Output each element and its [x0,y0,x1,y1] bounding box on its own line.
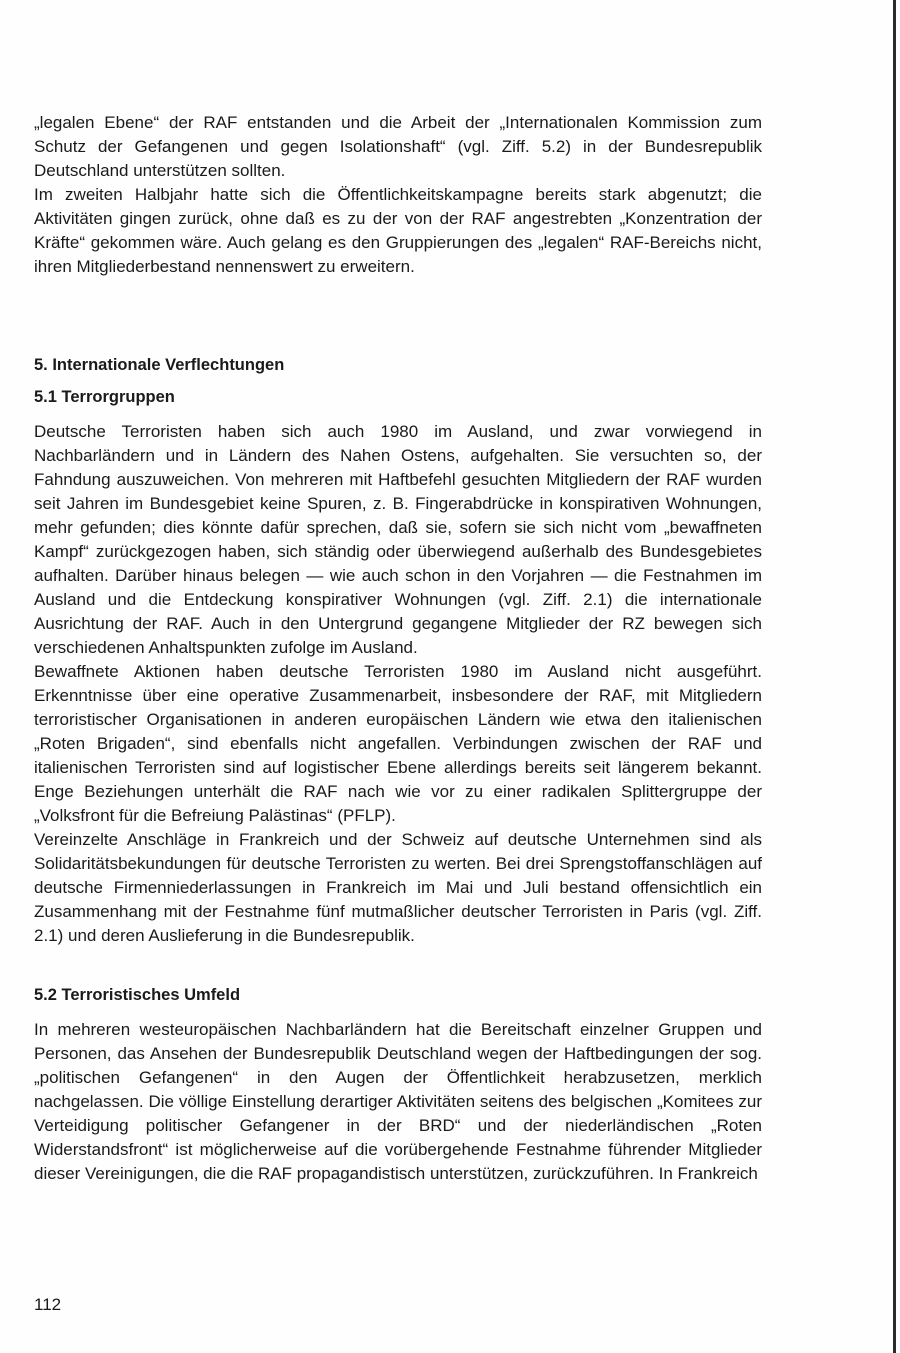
section-5-1-heading: 5.1 Terrorgruppen [34,388,175,406]
paragraph-5-1-b: Bewaffnete Aktionen haben deutsche Terroristen 1980 im Ausland nicht ausgeführt. Erkenntnisse über eine operative Zusammenarbeit, insbesondere der RAF, mit Mitgliedern terroristischer Organisationen in anderen europäischen Ländern wie etwa den italienischen „Roten Brigaden“, sind ebenfalls nicht angefallen. Verbindungen zwischen der RAF und italienischen Terroristen sind auf logistischer Ebene allerdings bereits seit längerem bekannt. Enge Beziehungen unterhält die RAF nach wie vor zu einer radikalen Splittergruppe der „Volksfront für die Befreiung Palästinas“ (PFLP). [34,662,762,825]
section-5-heading: 5. Internationale Verflechtungen [34,356,285,374]
section-5-2-heading: 5.2 Terroristisches Umfeld [34,986,241,1004]
paragraph-second-half-year: Im zweiten Halbjahr hatte sich die Öffentlichkeitskampagne bereits stark abgenutzt; die Aktivitäten gingen zurück, ohne daß es zu der von der RAF angestrebten „Konzentration der Kräfte“ gekommen wäre. Auch gelang es den Gruppierungen des „legalen“ RAF-Bereichs nicht, ihren Mitgliederbestand nennenswert zu erweitern. [34,185,762,276]
page-edge-line [893,0,896,1353]
paragraph-intro-continued: „legalen Ebene“ der RAF entstanden und die Arbeit der „Internationalen Kommission zum Schutz der Gefangenen und gegen Isolationshaft“ (vgl. Ziff. 5.2) in der Bundesrepublik Deutschland unterstützen sollten. [34,113,762,180]
paragraph-5-1-c: Vereinzelte Anschläge in Frankreich und der Schweiz auf deutsche Unternehmen sind als Solidaritätsbekundungen für deutsche Terroristen zu werten. Bei drei Sprengstoffanschlägen auf deutsche Firmenniederlassungen in Frankreich im Mai und Juli bestand offensichtlich ein Zusammenhang mit der Festnahme fünf mutmaßlicher deutscher Terroristen in Paris (vgl. Ziff. 2.1) und deren Auslieferung in die Bundesrepublik. [34,830,762,945]
page-number: 112 [34,1295,62,1314]
page-content [34,111,762,1186]
paragraph-5-1-a: Deutsche Terroristen haben sich auch 1980 im Ausland, und zwar vorwiegend in Nachbarländern und in Ländern des Nahen Ostens, aufgehalten. Sie versuchten so, der Fahndung auszuweichen. Von mehreren mit Haftbefehl gesuchten Mitgliedern der RAF wurden seit Jahren im Bundesgebiet keine Spuren, z. B. Fingerabdrücke in konspirativen Wohnungen, mehr gefunden; dies könnte dafür sprechen, daß sie, sofern sie sich nicht vom „bewaffneten Kampf“ zurückgezogen haben, sich ständig oder überwiegend außerhalb des Bundesgebietes aufhalten. Darüber hinaus belegen — wie auch schon in den Vorjahren — die Festnahmen im Ausland und die Entdeckung konspirativer Wohnungen (vgl. Ziff. 2.1) die internationale Ausrichtung der RAF. Auch in den Untergrund gegangene Mitglieder der RZ bewegen sich verschiedenen Anhaltspunkten zufolge im Ausland. [34,422,762,657]
paragraph-5-2-a: In mehreren westeuropäischen Nachbarländern hat die Bereitschaft einzelner Gruppen und Personen, das Ansehen der Bundesrepublik Deutschland wegen der Haftbedingungen der sog. „politischen Gefangenen“ in den Augen der Öffentlichkeit herabzusetzen, merklich nachgelassen. Die völlige Einstellung derartiger Aktivitäten seitens des belgischen „Komitees zur Verteidigung politischer Gefangener in der BRD“ und der niederländischen „Roten Widerstandsfront“ ist möglicherweise auf die vorübergehende Festnahme führender Mitglieder dieser Vereinigungen, die die RAF propagandistisch unterstützen, zurückzuführen. In Frankreich [34,1020,762,1183]
